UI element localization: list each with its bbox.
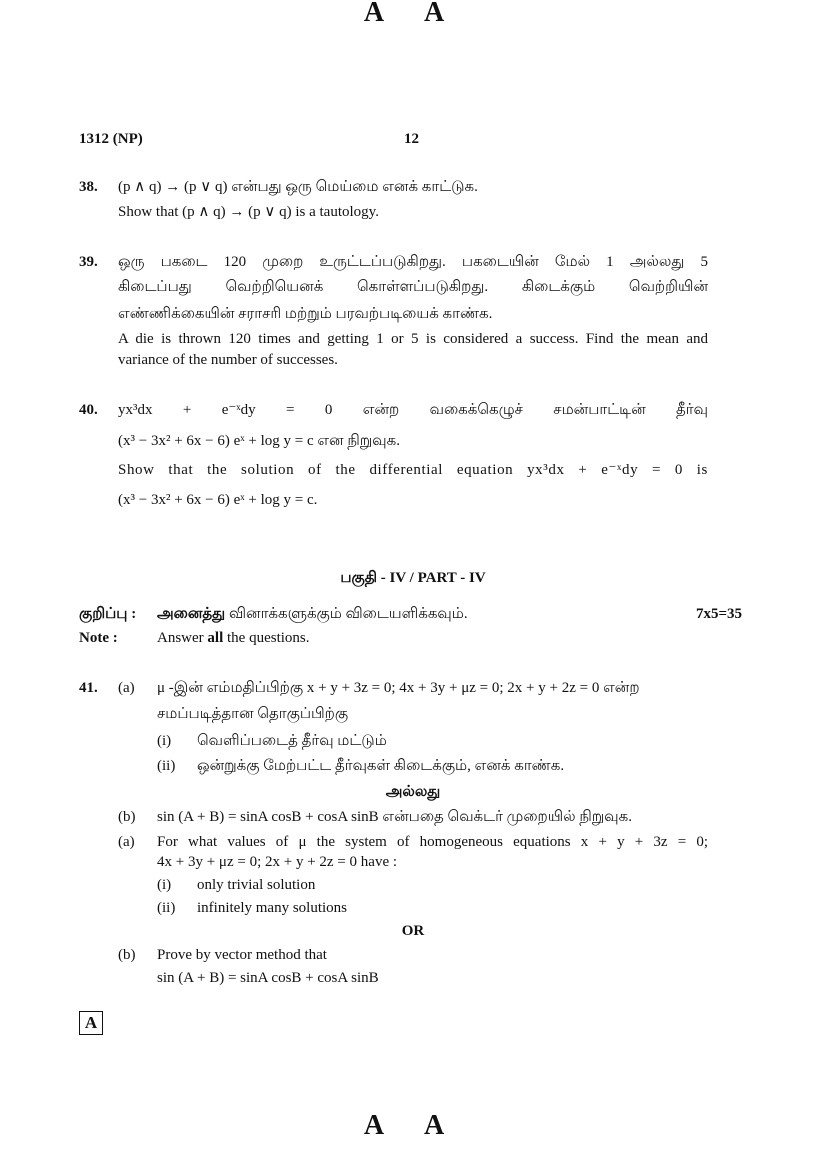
note-rest-tamil: வினாக்களுக்கும் விடையளிக்கவும். [228,606,468,622]
page-mark-bottom: A A [363,1110,463,1141]
marks: 7x5=35 [696,606,743,622]
part-title: பகுதி - IV / PART - IV [340,570,486,586]
question-number: 40. [79,402,98,418]
question-text-english: Show that the solution of the differential equation yx³dx + e⁻ˣdy = 0 is [118,462,708,478]
question-text-tamil: (x³ − 3x² + 6x − 6) eˣ + log y = c என நிறுவுக. [118,433,401,449]
item-text: ஒன்றுக்கு மேற்பட்ட தீர்வுகள் கிடைக்கும், எனக் காண்க. [197,758,565,774]
subpart-label: (b) [118,809,136,825]
question-text-tamil: சமப்படித்தான தொகுப்பிற்கு [157,706,349,722]
question-text-english: (x³ − 3x² + 6x − 6) eˣ + log y = c. [118,492,318,508]
question-text-tamil: (p ∧ q) → (p ∨ q) என்பது ஒரு மெய்மை எனக் காட்டுக. [118,179,478,195]
item-label: (ii) [157,900,176,916]
question-text-tamil: எண்ணிக்கையின் சராசரி மற்றும் பரவற்படியைக் காண்க. [118,306,493,322]
question-text-tamil: கிடைப்பது வெற்றியெனக் கொள்ளப்படுகிறது. கிடைக்கும் வெற்றியின் [118,279,708,295]
question-text-english: sin (A + B) = sinA cosB + cosA sinB [157,970,379,986]
question-text-english: For what values of μ the system of homogeneous equations x + y + 3z = 0; [157,834,708,850]
question-text-tamil: yx³dx + e⁻ˣdy = 0 என்ற வகைக்கெழுச் சமன்பாட்டின் தீர்வு [118,402,708,418]
question-text-english: Show that (p ∧ q) → (p ∨ q) is a tautology. [118,204,379,220]
note-label-tamil: குறிப்பு : [79,606,137,622]
subpart-label: (a) [118,680,135,696]
note-text-bold: all [207,630,224,646]
page-mark-top: A A [363,0,463,28]
series-box: A [79,1011,103,1035]
question-number: 41. [79,680,98,696]
item-text: infinitely many solutions [197,900,347,916]
note-bold-tamil: அனைத்து [157,606,226,622]
item-text: only trivial solution [197,877,316,893]
question-text-tamil: ஒரு பகடை 120 முறை உருட்டப்படுகிறது. பகடையின் மேல் 1 அல்லது 5 [118,254,708,270]
or-tamil: அல்லது [385,784,441,800]
note-text-pre: Answer [157,630,204,646]
question-number: 38. [79,179,98,195]
or-english: OR [401,923,425,939]
item-label: (i) [157,877,172,893]
page-number: 12 [404,131,419,147]
subpart-label: (a) [118,834,135,850]
item-text: வெளிப்படைத் தீர்வு மட்டும் [197,733,387,749]
paper-code: 1312 (NP) [79,131,143,147]
question-text-english: 4x + 3y + μz = 0; 2x + y + 2z = 0 have : [157,854,398,870]
question-number: 39. [79,254,98,270]
note-text [157,629,310,647]
question-text-tamil: sin (A + B) = sinA cosB + cosA sinB என்பதை வெக்டர் முறையில் நிறுவுக. [157,809,632,825]
question-text-english: variance of the number of successes. [118,352,338,368]
note-label: Note : [79,630,118,646]
question-text-english: Prove by vector method that [157,947,327,963]
subpart-label: (b) [118,947,136,963]
note-text-tamil [157,605,468,623]
note-text-post: the questions. [227,630,310,646]
question-text-english: A die is thrown 120 times and getting 1 or 5 is considered a success. Find the mean and [118,331,708,347]
item-label: (ii) [157,758,176,774]
item-label: (i) [157,733,172,749]
question-text-tamil: μ -இன் எம்மதிப்பிற்கு x + y + 3z = 0; 4x + 3y + μz = 0; 2x + y + 2z = 0 என்ற [157,680,640,696]
